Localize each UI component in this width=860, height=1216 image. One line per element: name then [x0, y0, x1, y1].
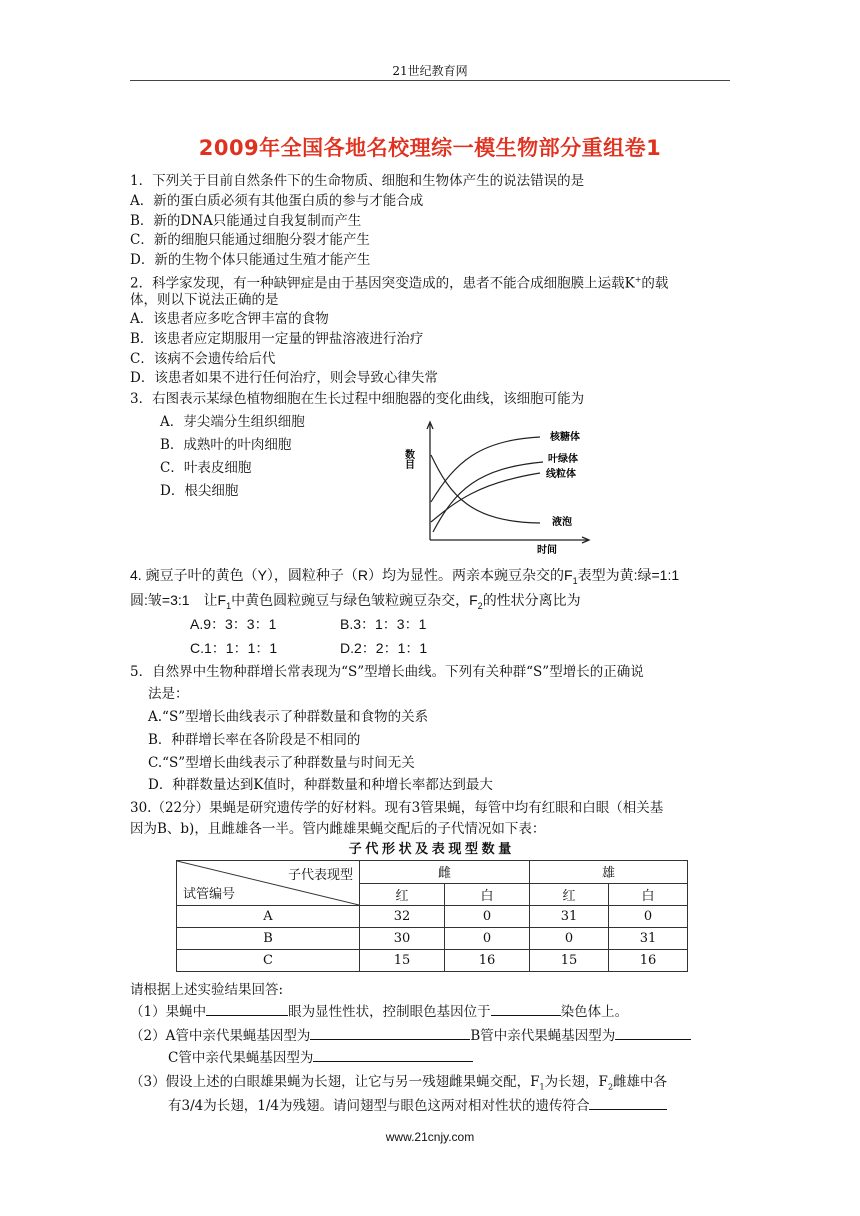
table-cell: 15: [530, 950, 609, 972]
series-line-ribosome: [431, 437, 540, 502]
table-cell: 0: [445, 928, 530, 950]
q30-part3-sub-2: 2: [607, 1082, 614, 1092]
q4-option-c: C.1：1：1：1: [190, 640, 278, 656]
q1-option-a: A．新的蛋白质必须有其他蛋白质的参与才能合成: [130, 193, 424, 209]
row-id: B: [177, 928, 360, 950]
q5-option-c: C.“S”型增长曲线表示了种群数量与时间无关: [148, 755, 415, 771]
q4-option-d: D.2：2：1：1: [340, 640, 428, 656]
q30-part2-text-1: （2）A管中亲代果蝇基因型为: [130, 1028, 311, 1044]
subheader-white-female: 白: [445, 883, 530, 906]
q30-part3-text-4: 有3/4为长翅，1/4为残翅。请问翅型与眼色这两对相对性状的遗传符合: [168, 1098, 590, 1114]
q30-part1-text-3: 染色体上。: [560, 1004, 629, 1020]
chart-ylabel: 数目: [402, 449, 414, 469]
q4-stem-line1: [130, 566, 679, 590]
series-line-chloroplast: [433, 462, 543, 532]
corner-top-label: 子代表现型: [287, 868, 353, 883]
q30-part2-line1: [130, 1026, 691, 1045]
q1-option-b: B．新的DNA只能通过自我复制而产生: [130, 213, 362, 229]
page-title: 2009年全国各地名校理综一模生物部分重组卷1: [198, 136, 662, 160]
q30-part3-text-2: 为长翅，F: [544, 1074, 608, 1090]
table-row: [177, 950, 688, 972]
q30-part1-text-2: 眼为显性性状，控制眼色基因位于: [288, 1004, 491, 1020]
q30-part2-text-2: B管中亲代果蝇基因型为: [470, 1028, 616, 1044]
row-id: A: [177, 906, 360, 928]
q2-stem-tail: 的载: [641, 275, 669, 292]
q2-stem-line1: [130, 271, 668, 293]
answer-blank-1[interactable]: [206, 1002, 288, 1016]
group-header-male: 雄: [530, 861, 688, 884]
table-row: [177, 928, 688, 950]
table-cell: 0: [530, 928, 609, 950]
q4-sub-1: 1: [572, 575, 578, 586]
table-cell: 30: [360, 928, 445, 950]
table-cell: 0: [445, 906, 530, 928]
q2-option-d: D．该患者如果不进行任何治疗，则会导致心律失常: [130, 370, 438, 386]
q30-part3-text-3: 雌雄中各: [613, 1074, 668, 1090]
q3-option-d: D．根尖细胞: [160, 483, 239, 499]
table-caption: 子 代 形 状 及 表 现 型 数 量: [348, 841, 512, 856]
corner-bottom-label: 试管编号: [183, 887, 236, 902]
chart-xlabel: 时间: [537, 545, 557, 556]
table-corner-cell: [177, 861, 360, 906]
q4-sub-3: 2: [477, 600, 483, 611]
answer-blank-5[interactable]: [313, 1048, 473, 1062]
q3-option-a: A．芽尖端分生组织细胞: [160, 414, 305, 430]
q2-option-b: B．该患者应定期服用一定量的钾盐溶液进行治疗: [130, 331, 424, 347]
series-label-vacuole: 液泡: [552, 517, 572, 528]
answer-blank-2[interactable]: [491, 1002, 561, 1016]
q2-superscript: +: [634, 275, 642, 284]
q3-option-c: C．叶表皮细胞: [160, 460, 252, 476]
answer-blank-6[interactable]: [589, 1096, 667, 1110]
series-line-vacuole: [431, 455, 540, 523]
q5-option-a: A.“S”型增长曲线表示了种群数量和食物的关系: [148, 709, 429, 725]
q30-part1: [130, 1002, 628, 1021]
q4-text-4: 中黄色圆粒豌豆与绿色皱粒豌豆杂交，F: [231, 592, 478, 608]
row-id: C: [177, 950, 360, 972]
series-label-chloroplast: 叶绿体: [548, 454, 578, 465]
q2-stem-text: 2．科学家发现，有一种缺钾症是由于基因突变造成的，患者不能合成细胞膜上运载K: [130, 275, 635, 292]
q2-stem-line2: 体，则以下说法正确的是: [130, 292, 279, 308]
subheader-red-male: 红: [530, 883, 609, 906]
q2-option-c: C．该病不会遗传给后代: [130, 351, 276, 367]
subheader-red-female: 红: [360, 883, 445, 906]
answer-blank-3[interactable]: [310, 1026, 470, 1040]
q30-stem-line2: 因为B、b)，且雌雄各一半。管内雌雄果蝇交配后的子代情况如下表：: [130, 821, 546, 837]
table-cell: 16: [445, 950, 530, 972]
q1-option-d: D．新的生物个体只能通过生殖才能产生: [130, 252, 371, 268]
q30-part2-line2: [168, 1048, 473, 1067]
offspring-table: [176, 860, 688, 972]
table-cell: 15: [360, 950, 445, 972]
q5-stem-line1: 5．自然界中生物种群增长常表现为“S”型增长曲线。下列有关种群“S”型增长的正确说: [130, 664, 644, 680]
q4-text-2: 表型为黄:绿=1:1: [577, 567, 680, 583]
header-divider: [130, 80, 730, 81]
q30-stem-line1: 30.（22分）果蝇是研究遗传学的好材料。现有3管果蝇，每管中均有红眼和白眼（相关基: [130, 800, 664, 816]
q3-stem: 3．右图表示某绿色植物细胞在生长过程中细胞器的变化曲线，该细胞可能为: [130, 391, 585, 407]
q1-stem: 1．下列关于目前自然条件下的生命物质、细胞和生物体产生的说法错误的是: [130, 173, 585, 189]
subheader-white-male: 白: [609, 883, 688, 906]
series-label-ribosome: 核糖体: [550, 432, 580, 443]
q4-stem-line2: [130, 591, 581, 615]
table-cell: 31: [530, 906, 609, 928]
header-site-name: 21世纪教育网: [392, 64, 468, 78]
q4-option-a: A.9：3：3：1: [190, 616, 277, 632]
q30-part3-sub-1: 1: [539, 1082, 545, 1092]
q30-part3-text-1: （3）假设上述的白眼雄果蝇为长翅，让它与另一残翅雌果蝇交配，F: [130, 1074, 540, 1090]
table-cell: 31: [609, 928, 688, 950]
q5-option-d: D．种群数量达到K值时，种群数量和种增长率都达到最大: [148, 777, 493, 793]
series-line-mitochondria: [431, 473, 540, 522]
q1-option-c: C．新的细胞只能通过细胞分裂才能产生: [130, 232, 370, 248]
q30-part1-text-1: （1）果蝇中: [130, 1004, 207, 1020]
q4-sub-2: 1: [226, 600, 232, 611]
table-header-row: [177, 861, 688, 884]
q30-part3-line1: [130, 1073, 667, 1097]
q4-text-5: 的性状分离比为: [482, 592, 581, 608]
group-header-female: 雌: [360, 861, 530, 884]
answer-blank-4[interactable]: [615, 1026, 691, 1040]
q4-text-3: 圆:皱=3:1 让F: [130, 592, 227, 608]
table-cell: 16: [609, 950, 688, 972]
q5-option-b: B．种群增长率在各阶段是不相同的: [148, 732, 361, 748]
q5-stem-line2: 法是：: [148, 686, 189, 702]
table-cell: 0: [609, 906, 688, 928]
organelle-change-chart: [400, 410, 630, 556]
q4-option-b: B.3：1：3：1: [340, 616, 427, 632]
q3-option-b: B．成熟叶的叶肉细胞: [160, 437, 292, 453]
q30-part2-text-3: C管中亲代果蝇基因型为: [168, 1050, 314, 1066]
table-row: [177, 906, 688, 928]
answer-prompt: 请根据上述实验结果回答:: [130, 982, 284, 998]
series-label-mitochondria: 线粒体: [546, 469, 576, 480]
q2-option-a: A．该患者应多吃含钾丰富的食物: [130, 311, 329, 327]
table-cell: 32: [360, 906, 445, 928]
footer-url: www.21cnjy.com: [385, 1130, 475, 1144]
q4-text-1: 4. 豌豆子叶的黄色（Y），圆粒种子（R）均为显性。两亲本豌豆杂交的F: [130, 567, 573, 583]
q30-part3-line2: [168, 1096, 667, 1115]
